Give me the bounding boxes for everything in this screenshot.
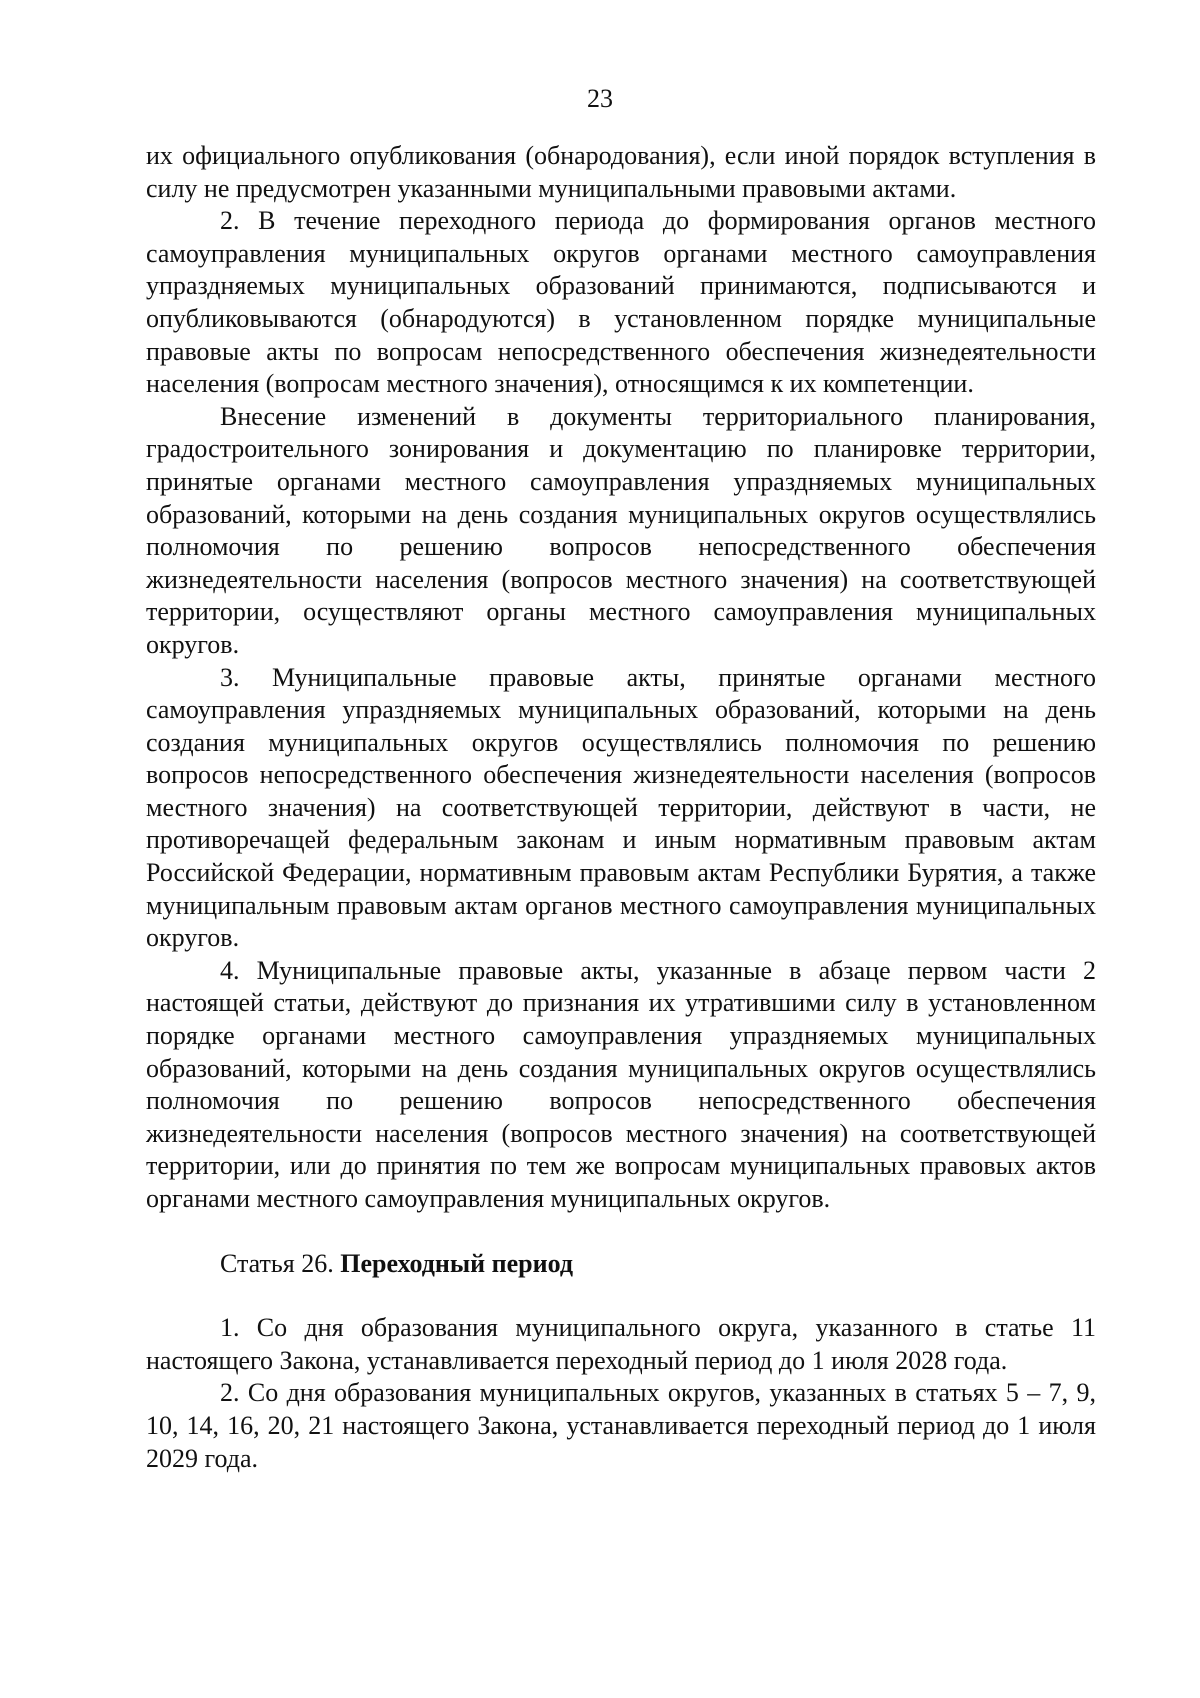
paragraph: Внесение изменений в документы территориального планирования, градостроительного зонирования и документацию по планировке территории, принятые органами местного самоуправления упраздняемых муниципальных образований, которыми на день создания муниципальных округов осуществлялись полномочия по решению вопросов непосредственного обеспечения жизнедеятельности населения (вопросов местного значения) на соответствующей территории, осуществляют органы местного самоуправления муниципальных округов. bbox=[146, 401, 1096, 659]
article-heading bbox=[146, 1248, 1096, 1281]
paragraph: 2. Со дня образования муниципальных округов, указанных в статьях 5 – 7, 9, 10, 14, 16, 20, 21 настоящего Закона, устанавливается переходный период до 1 июля 2029 года. bbox=[146, 1378, 1096, 1473]
page-number: 23 bbox=[587, 84, 613, 113]
paragraph: 4. Муниципальные правовые акты, указанные в абзаце первом части 2 настоящей статьи, действуют до признания их утратившими силу в установленном порядке органами местного самоуправления упраздняемых муниципальных образований, которыми на день создания муниципальных округов осуществлялись полномочия по решению вопросов непосредственного обеспечения жизнедеятельности населения (вопросов местного значения) на соответствующей территории, или до принятия по тем же вопросам муниципальных правовых актов органами местного самоуправления муниципальных округов. bbox=[146, 955, 1096, 1213]
paragraphs-before-article bbox=[146, 140, 1096, 1216]
paragraph: 3. Муниципальные правовые акты, принятые органами местного самоуправления упраздняемых муниципальных образований, которыми на день создания муниципальных округов осуществлялись полномочия по решению вопросов непосредственного обеспечения жизнедеятельности населения (вопросов местного значения) на соответствующей территории, действуют в части, не противоречащей федеральным законам и иным нормативным правовым актам Российской Федерации, нормативным правовым актам Республики Бурятия, а также муниципальным правовым актам органов местного самоуправления муниципальных округов. bbox=[146, 662, 1096, 953]
paragraphs-after-article bbox=[146, 1312, 1096, 1475]
paragraph: 1. Со дня образования муниципального округа, указанного в статье 11 настоящего Закона, устанавливается переходный период до 1 июля 2028 года. bbox=[146, 1313, 1096, 1375]
article-label: Статья 26. bbox=[220, 1248, 341, 1278]
paragraph: 2. В течение переходного периода до формирования органов местного самоуправления муниципальных округов органами местного самоуправления упраздняемых муниципальных образований принимаются, подписываются и опубликовываются (обнародуются) в установленном порядке муниципальные правовые акты по вопросам непосредственного обеспечения жизнедеятельности населения (вопросам местного значения), относящимся к их компетенции. bbox=[146, 206, 1096, 399]
document-body bbox=[146, 140, 1096, 1475]
paragraph: их официального опубликования (обнародования), если иной порядок вступления в силу не предусмотрен указанными муниципальными правовыми актами. bbox=[146, 141, 1096, 203]
article-title: Переходный период bbox=[340, 1248, 574, 1278]
